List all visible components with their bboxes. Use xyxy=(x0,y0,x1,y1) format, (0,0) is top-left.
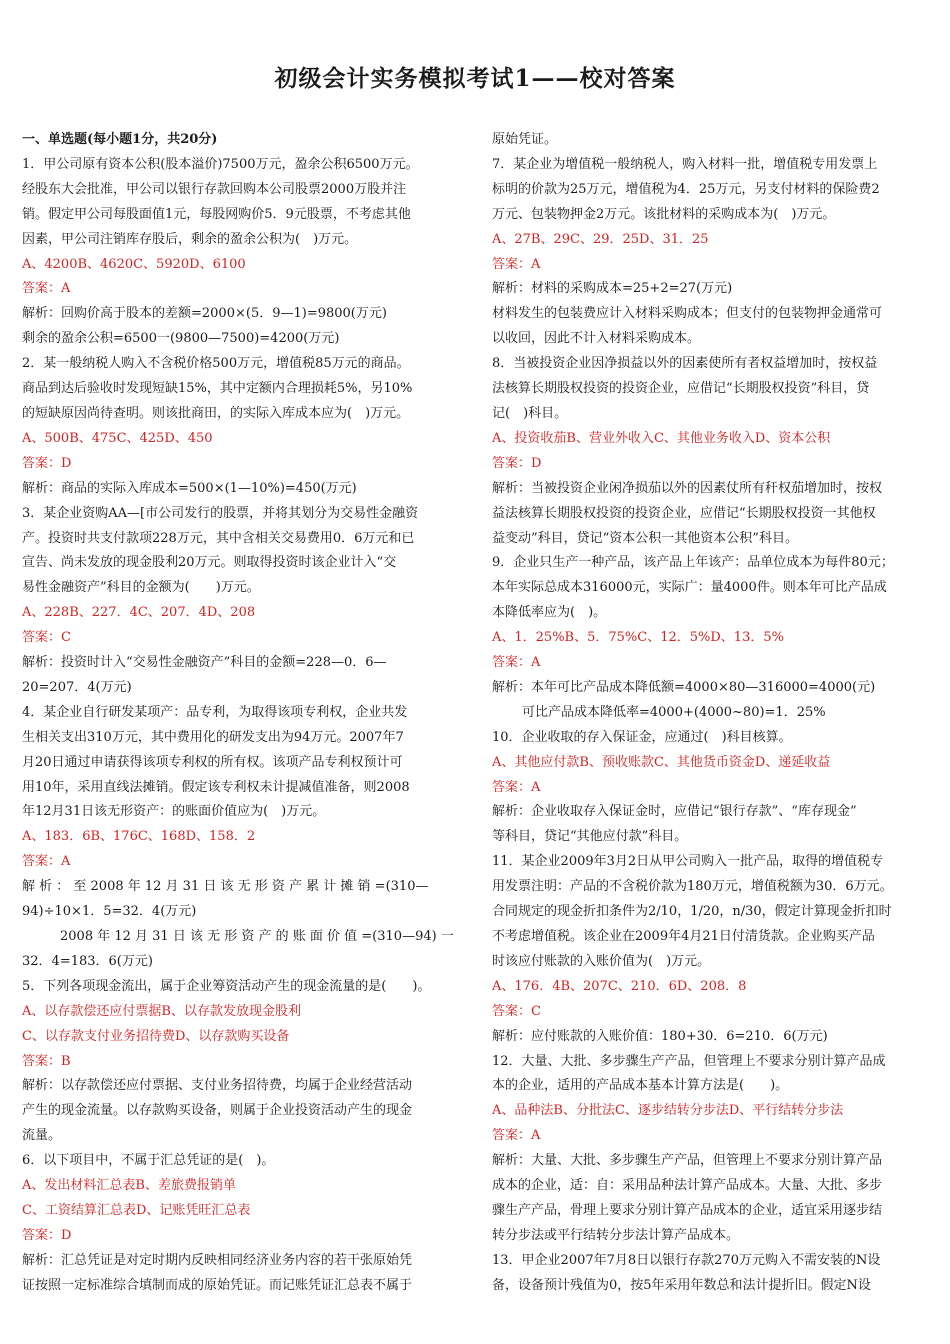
text-line: 本年实际总成本316000元，实际广：量4000件。则本年可比产品成 xyxy=(492,580,887,596)
text-line: 可比产品成本降低率=4000+(4000~80)=1．25% xyxy=(522,704,826,720)
text-line: 答案：D xyxy=(492,455,542,471)
text-line: 2008 年 12 月 31 日 该 无 形 资 产 的 账 面 价 值 =(310—94) 一 xyxy=(60,929,454,944)
text-line: 4．某企业自行研发某项产：品专利，为取得该项专利权，企业共发 xyxy=(22,704,408,720)
text-line: 流量。 xyxy=(22,1128,62,1144)
text-line: 一、单选题(每小题1分，共20分) xyxy=(22,132,218,147)
text-line: A、投资收茄B、营业外收入C、其他业务收入D、资本公积 xyxy=(492,430,831,446)
text-line: A、27B、29C、29．25D、31．25 xyxy=(492,231,709,247)
right-column xyxy=(492,128,930,1299)
text-line: 材料发生的包装费应计入材料采购成本；但支付的包装物押金通常可 xyxy=(492,306,883,322)
text-line: 等科目，贷记“其他应付款”科目。 xyxy=(492,829,688,845)
text-line: 时该应付账款的入账价值为( )万元。 xyxy=(492,953,711,969)
text-line: 益法核算长期股权投资的投资企业，应借记“长期股权投资一其他权 xyxy=(492,505,876,521)
text-line: 以收回，因此不计入材料采购成本。 xyxy=(492,331,701,347)
text-line: 解析：本年可比产品成本降低额=4000×80—316000=4000(元) xyxy=(492,679,876,695)
text-line: A、发出材料汇总表B、差旅费报销单 xyxy=(22,1178,236,1194)
text-line: 7．某企业为增值税一般纳税人，购入材料一批，增值税专用发票上 xyxy=(492,156,878,172)
text-line: 1．甲公司原有资本公积(股本溢价)7500万元，盈余公积6500万元。 xyxy=(22,156,419,172)
text-line: 备，设备预计残值为0，按5年采用年数总和法计提折旧。假定N设 xyxy=(492,1277,871,1293)
left-column xyxy=(22,128,460,1299)
text-line: 原始凭证。 xyxy=(492,132,558,147)
text-line: 解析：投资时计入“交易性金融资产”科目的金额=228—0．6— xyxy=(22,655,387,671)
text-line: 答案：A xyxy=(22,854,71,870)
text-line: 94)÷10×1．5=32．4(万元) xyxy=(22,904,197,920)
text-line: 益变动”科目，贷记“资本公积一其他资本公积”科目。 xyxy=(492,530,798,546)
text-line: 32．4=183．6(万元) xyxy=(22,953,153,969)
text-line: 商品到达后验收时发现短缺15%，其中定额内合理损耗5%，另10% xyxy=(22,381,413,397)
text-line: 用10年，采用直线法摊销。假定该专利权未计提减值准备，则2008 xyxy=(22,779,410,795)
text-line: C、工资结算汇总表D、记账凭旺汇总表 xyxy=(22,1202,251,1218)
text-line: C、以存款支付业务招待费D、以存款购买设备 xyxy=(22,1028,290,1044)
text-line: 剩余的盈余公积=6500一(9800—7500)=4200(万元) xyxy=(22,331,340,347)
text-line: 2．某一般纳税人购入不含税价格500万元，增值税85万元的商品。 xyxy=(22,356,410,372)
text-line: 产生的现金流量。以存款购买设备，则属于企业投资活动产生的现金 xyxy=(22,1103,413,1119)
text-line: 答案：B xyxy=(22,1053,71,1069)
text-line: A、4200B、4620C、5920D、6100 xyxy=(22,256,246,272)
page-title: 初级会计实务模拟考试1——校对答案 xyxy=(274,65,676,92)
text-line: 用发票注明：产品的不含税价款为180万元，增值税额为30．6万元。 xyxy=(492,879,893,895)
text-line: 成本的企业，适：自：采用品种法计算产品成本。大量、大批、多步 xyxy=(492,1178,883,1194)
text-line: 答案：C xyxy=(22,630,71,646)
text-line: 生相关支出310万元，其中费用化的研发支出为94万元。2007年7 xyxy=(22,729,404,745)
text-line: 13．甲企业2007年7月8日以银行存款270万元购入不需安装的N设 xyxy=(492,1252,881,1268)
text-line: 3．某企业资购AA—[市公司发行的股票，并将其划分为交易性金融资 xyxy=(22,505,419,521)
text-line: 转分步法或平行结转分步法计算产品成本。 xyxy=(492,1227,740,1243)
text-line: 20=207．4(万元) xyxy=(22,679,132,695)
text-line: 答案：A xyxy=(492,256,541,272)
text-line: 答案：C xyxy=(492,1003,541,1019)
text-line: 万元、包装物押金2万元。该批材料的采购成本为( )万元。 xyxy=(492,206,836,222)
text-line: A、品种法B、分批法C、逐步结转分步法D、平行结转分步法 xyxy=(492,1103,844,1119)
text-line: 答案：A xyxy=(492,655,541,671)
text-line: 解析：回购价高于股本的差额=2000×(5．9—1)=9800(万元) xyxy=(22,306,387,322)
text-line: 答案：A xyxy=(492,1128,541,1144)
text-line: 合同规定的现金折扣条件为2/10，1/20，n/30，假定计算现金折扣时 xyxy=(492,904,892,920)
text-line: 答案：D xyxy=(22,1227,72,1243)
text-line: 答案：A xyxy=(22,281,71,297)
text-line: 证按照一定标准综合填制而成的原始凭证。而记账凭证汇总表不属于 xyxy=(22,1277,413,1293)
text-line: A、其他应付款B、预收账款C、其他货币资金D、递延收益 xyxy=(492,754,831,770)
text-line: 答案：A xyxy=(492,779,541,795)
text-line: 的短缺原因尚待查明。则该批商田，的实际入库成本应为( )万元。 xyxy=(22,405,410,421)
text-line: 宣告、尚未发放的现金股利20万元。则取得投资时该企业计入“交 xyxy=(22,555,397,571)
text-line: A、以存款偿还应付票据B、以存款发放现金股利 xyxy=(22,1003,301,1019)
text-line: A、1．25%B、5．75%C、12．5%D、13．5% xyxy=(492,630,784,646)
text-line: 月20日通过申请获得该项专利权的所有权。该项产品专利权预计可 xyxy=(22,754,403,770)
text-line: 解析：大量、大批、多步骤生产产品，但管理上不要求分别计算产品 xyxy=(492,1153,883,1169)
text-line: 本降低率应为( )。 xyxy=(492,605,607,621)
text-line: 记( )科目。 xyxy=(492,405,568,421)
text-line: 解析：应付账款的入账价值：180+30．6=210．6(万元) xyxy=(492,1028,828,1044)
text-line: 骤生产产品，骨理上要求分别计算产品成本的企业，适宜采用逐步结 xyxy=(492,1202,883,1218)
text-line: 因素，甲公司注销库存股后，剩余的盈余公积为( )万元。 xyxy=(22,231,358,247)
text-line: 销。假定甲公司每股面值1元，每股网购价5．9元股票，不考虑其他 xyxy=(22,206,411,222)
text-line: 9．企业只生产一种产品，该产品上年该产：品单位成本为每件80元； xyxy=(492,555,894,571)
text-line: 解析：企业收取存入保证金时，应借记“银行存款”、“库存现金” xyxy=(492,804,857,820)
text-line: 法核算长期股权投资的投资企业，应借记“长期股权投资”科目，贷 xyxy=(492,381,870,397)
text-line: 10．企业收取的存入保证金，应通过( )科目核算。 xyxy=(492,729,792,745)
text-line: 6．以下项目中，不属于汇总凭证的是( )。 xyxy=(22,1153,275,1169)
text-line: A、176．4B、207C、210．6D、208．8 xyxy=(492,978,747,994)
text-line: 答案：D xyxy=(22,455,72,471)
text-line: 解 析 ： 至 2008 年 12 月 31 日 该 无 形 资 产 累 计 摊 销 =(310— xyxy=(22,879,429,895)
text-line: 不考虑增值税。该企业在2009年4月21日付清货款。企业购买产品 xyxy=(492,929,875,944)
text-line: 解析：以存款偿还应付票据、支付业务招待费，均属于企业经营活动 xyxy=(22,1078,413,1094)
text-line: 解析：商品的实际入库成本=500×(1—10%)=450(万元) xyxy=(22,480,357,496)
text-line: 年12月31日该无形资产：的账面价值应为( )万元。 xyxy=(22,804,326,820)
text-line: A、500B、475C、425D、450 xyxy=(22,430,213,446)
text-line: 本的企业，适用的产品成本基本计算方法是( )。 xyxy=(492,1078,789,1094)
text-line: 易性金融资产”科目的金额为( )万元。 xyxy=(22,580,260,596)
text-line: 解析：当被投资企业闲净损茄以外的因素仗所有秆权茄增加时，按权 xyxy=(492,480,883,496)
text-line: 解析：汇总凭证是对定时期内反映相同经济业务内容的若干张原始凭 xyxy=(22,1252,413,1268)
text-line: 5．下列各项现金流出，属于企业筹资活动产生的现金流量的是( )。 xyxy=(22,978,431,994)
text-line: A、183．6B、176C、168D、158．2 xyxy=(22,829,256,845)
text-line: 12．大量、大批、多步骤生产产品，但管理上不要求分别计算产品成 xyxy=(492,1053,886,1069)
text-line: 经股东大会批准，甲公司以银行存款回购本公司股票2000万股并注 xyxy=(22,181,407,197)
text-line: 11．某企业2009年3月2日从甲公司购入一批产品，取得的增值税专 xyxy=(492,854,884,870)
text-line: 8．当被投资企业因净损益以外的因素使所有者权益增加时，按权益 xyxy=(492,356,878,372)
text-line: A、228B、227．4C、207．4D、208 xyxy=(22,605,256,621)
text-line: 标明的价款为25万元，增值税为4．25万元，另支付材料的保险费2 xyxy=(492,181,880,197)
text-line: 解析：材料的采购成本=25+2=27(万元) xyxy=(492,281,733,297)
text-line: 产。投资时共支付款项228万元，其中含相关交易费用0．6万元和已 xyxy=(22,530,415,546)
